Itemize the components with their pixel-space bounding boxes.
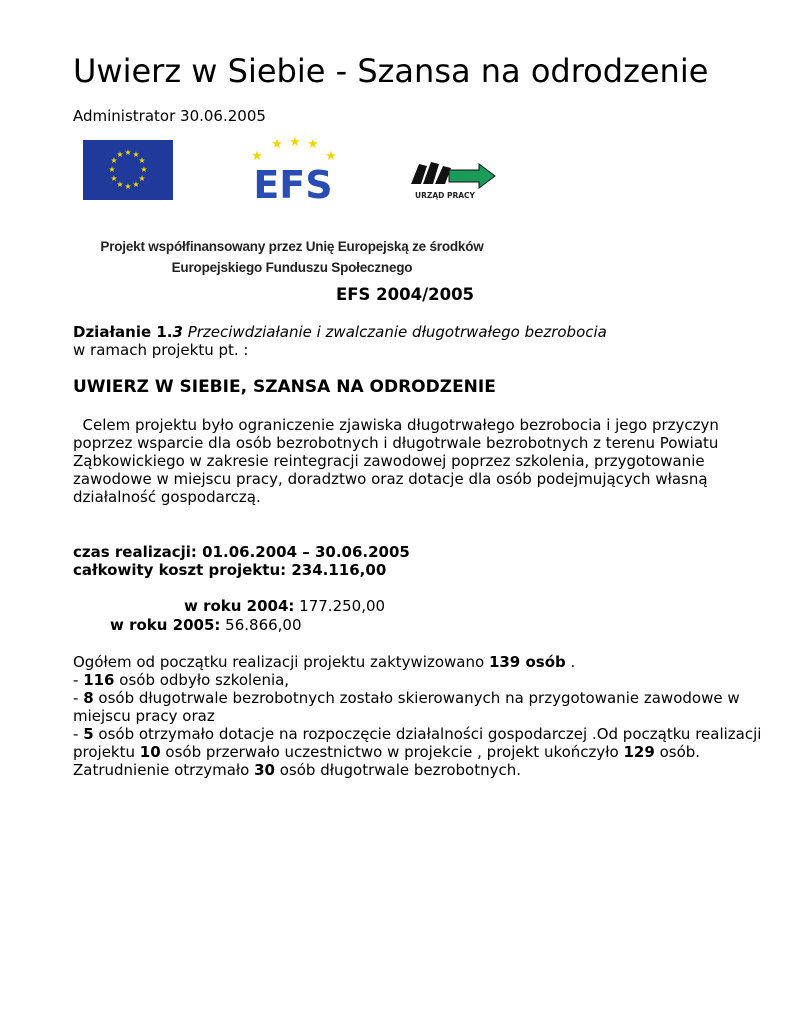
svg-text:★: ★ — [289, 135, 301, 150]
year-2005-row — [110, 616, 302, 634]
svg-text:★: ★ — [140, 165, 148, 174]
realization-period: czas realizacji: 01.06.2004 – 30.06.2005 — [73, 543, 410, 561]
author-date: Administrator 30.06.2005 — [73, 107, 266, 125]
cofinancing-note — [82, 236, 502, 278]
eu-flag-icon — [83, 140, 173, 200]
svg-text:★: ★ — [138, 156, 146, 165]
page-title: Uwierz w Siebie - Szansa na odrodzenie — [73, 52, 709, 90]
eu-stars — [83, 140, 173, 200]
efs-year-heading: EFS 2004/2005 — [336, 285, 475, 304]
description-text: Celem projektu było ograniczenie zjawiska długotrwałego bezrobocia i jego przyczyn poprzez wsparcie dla osób bezrobotnych i długotrwale bezrobotnych z terenu Powiatu Ząbkowickiego w zakresie reintegracji zawodowej poprzez szkolenia, przygotowanie zawodowe w miejscu pracy, doradztwo oraz dotacje dla osób podejmujących własną działalność gospodarczą. — [73, 416, 719, 506]
summary-line-1: - 116 osób odbyło szkolenia, — [73, 671, 290, 689]
svg-text:★: ★ — [251, 149, 263, 164]
dzialanie-title: Przeciwdziałanie i zwalczanie długotrwałego bezrobocia — [182, 323, 607, 341]
summary-line-2: - 8 osób długotrwale bezrobotnych zostało skierowanych na przygotowanie zawodowe w miejscu pracy oraz — [73, 689, 740, 725]
cofinancing-line-2: Europejskiego Funduszu Społecznego — [171, 260, 413, 275]
results-summary — [73, 653, 763, 779]
year-2004-label: w roku 2004: — [184, 597, 295, 615]
svg-text:★: ★ — [307, 137, 319, 152]
summary-line-3: - 5 osób otrzymało dotacje na rozpoczęcie działalności gospodarczej .Od początku realizacji projektu 10 osób przerwało uczestnictwo w projekcie , projekt ukończyło 129 osób. Zatrudnienie otrzymało 30 osób długotrwale bezrobotnych. — [73, 725, 762, 779]
urzad-pracy-logo — [405, 154, 500, 204]
svg-text:★: ★ — [116, 180, 124, 189]
dzialanie-block — [73, 323, 607, 359]
year-2004-row — [184, 597, 385, 615]
year-2005-value: 56.866,00 — [220, 616, 302, 634]
svg-text:★: ★ — [116, 150, 124, 159]
urzad-text: URZĄD PRACY — [415, 191, 475, 200]
svg-text:★: ★ — [110, 174, 118, 183]
svg-text:★: ★ — [132, 180, 140, 189]
svg-text:★: ★ — [124, 148, 132, 157]
svg-text:★: ★ — [108, 165, 116, 174]
efs-logo — [243, 134, 343, 206]
dzialanie-label: Działanie 1. — [73, 323, 173, 341]
total-activated: 139 osób — [488, 653, 566, 671]
dzialanie-number: 3 — [172, 323, 183, 341]
cofinancing-line-1: Projekt współfinansowany przez Unię Europejską ze środków — [100, 239, 484, 254]
summary-intro: Ogółem od początku realizacji projektu zaktywizowano 139 osób . — [73, 653, 576, 671]
svg-text:★: ★ — [138, 174, 146, 183]
project-name-heading: UWIERZ W SIEBIE, SZANSA NA ODRODZENIE — [73, 377, 496, 397]
year-2004-value: 177.250,00 — [294, 597, 386, 615]
svg-text:★: ★ — [271, 137, 283, 152]
svg-text:★: ★ — [325, 149, 337, 164]
timeline-cost — [73, 543, 410, 579]
year-2005-label: w roku 2005: — [110, 616, 221, 634]
svg-text:★: ★ — [110, 156, 118, 165]
project-description — [73, 416, 763, 506]
efs-text: EFS — [253, 163, 333, 206]
logo-strip — [80, 134, 510, 212]
dzialanie-line-2: w ramach projektu pt. : — [73, 341, 249, 359]
svg-text:★: ★ — [132, 150, 140, 159]
svg-text:★: ★ — [124, 182, 132, 191]
total-cost: całkowity koszt projektu: 234.116,00 — [73, 561, 387, 579]
